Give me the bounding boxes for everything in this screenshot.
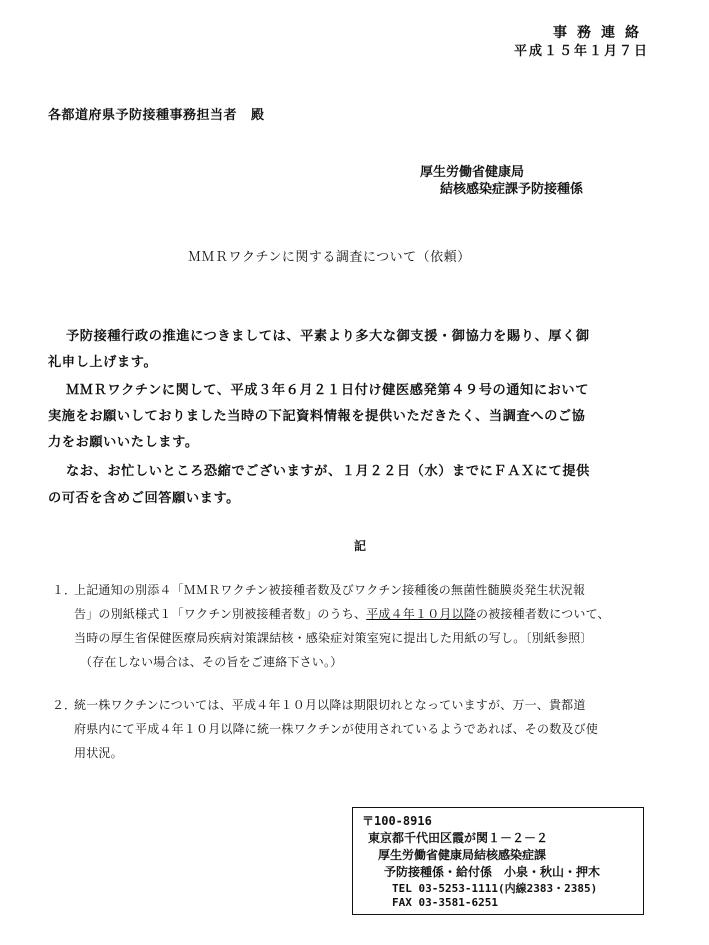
item-1-line-2-tail: の被接種者数について、 <box>476 607 610 621</box>
addressee-name: 各都道府県予防接種事務担当者 <box>48 108 238 123</box>
contact-postal-code: 〒100-8916 <box>362 814 432 828</box>
contact-staff: 予防接種係・給付係 小泉・秋山・押木 <box>384 865 601 879</box>
body-paragraph-3-line-2: の可否を含めご回答願います。 <box>48 491 240 506</box>
contact-tel: TEL 03-5253-1111(内線2383・2385) <box>392 882 598 895</box>
body-paragraph-2-line-3: 力をお願いいたします。 <box>48 435 199 450</box>
sender-bureau: 厚生労働省健康局 <box>420 165 525 180</box>
body-paragraph-1-line-2: 礼申し上げます。 <box>48 355 158 370</box>
body-paragraph-2-line-2: 実施をお願いしておりました当時の下記資料情報を提供いただきたく、当調査へのご協 <box>48 409 586 424</box>
item-1-line-4: （存在しない場合は、その旨をご連絡下さい。） <box>80 655 343 669</box>
addressee <box>48 104 265 123</box>
body-paragraph-2-line-1: ＭＭＲワクチンに関して、平成３年６月２１日付け健医感発第４９号の通知において <box>66 383 589 398</box>
item-1-line-1: 上記通知の別添４「ＭＭＲワクチン被接種者数及びワクチン接種後の無菌性髄膜炎発生状況報 <box>74 583 586 597</box>
sender-section: 結核感染症課予防接種係 <box>440 182 584 197</box>
document-date: 平成１５年１月７日 <box>513 44 649 59</box>
contact-fax: FAX 03-3581-6251 <box>392 896 498 909</box>
item-1-line-3: 当時の厚生省保健医療局疾病対策課結核・感染症対策室宛に提出した用紙の写し。〔別紙参照〕 <box>74 631 593 645</box>
item-2-number: ２． <box>52 698 77 712</box>
item-1-line-2 <box>74 605 610 622</box>
item-2-line-1: 統一株ワクチンについては、平成４年１０月以降は期限切れとなっていますが、万一、貴都道 <box>74 698 586 712</box>
contact-department: 厚生労働省健康局結核感染症課 <box>378 848 547 862</box>
body-paragraph-3-line-1: なお、お忙しいところ恐縮でございますが、１月２２日（水）までにＦＡＸにて提供 <box>66 464 590 479</box>
item-2-line-3: 用状況。 <box>74 746 123 760</box>
item-1-underlined-period: 平成４年１０月以降 <box>366 607 477 621</box>
item-2-line-2: 府県内にて平成４年１０月以降に統一株ワクチンが使用されているようであれば、その数及び使 <box>74 722 599 736</box>
subject-title: ＭＭＲワクチンに関する調査について（依頼） <box>188 250 471 265</box>
addressee-honorific: 殿 <box>251 108 265 123</box>
document-type-label: 事務連絡 <box>553 25 649 41</box>
item-1-number: １． <box>52 583 77 597</box>
item-1-line-2-text: 告」の別紙様式１「ワクチン別被接種者数」のうち、 <box>74 607 367 621</box>
body-paragraph-1-line-1: 予防接種行政の推進につきましては、平素より多大な御支援・御協力を賜り、厚く御 <box>66 329 590 344</box>
ki-heading: 記 <box>354 539 367 553</box>
contact-address: 東京都千代田区霞が関１－２－２ <box>368 831 549 845</box>
